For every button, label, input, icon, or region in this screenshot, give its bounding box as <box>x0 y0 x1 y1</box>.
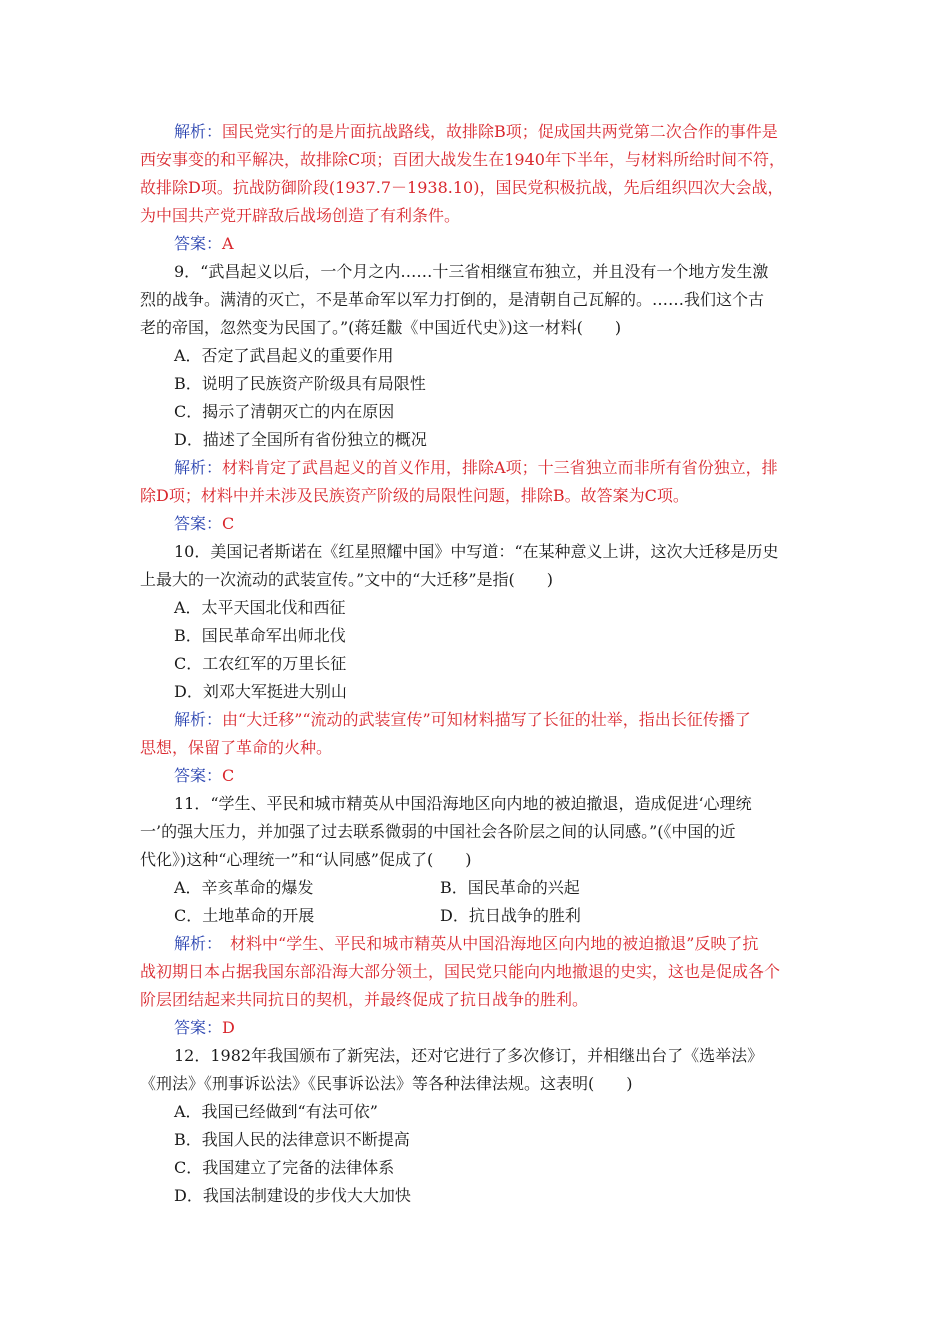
analysis-block <box>140 930 820 1014</box>
analysis-label: 解析： <box>174 934 215 953</box>
analysis-text: 由“大迁移”“流动的武装宣传”可知材料描写了长征的壮举，指出长征传播了 <box>222 710 751 729</box>
option-c: C．我国建立了完备的法律体系 <box>174 1158 395 1177</box>
analysis-text: 故排除D项。抗战防御阶段(1937.7－1938.10)，国民党积极抗战，先后组织四次大会战， <box>140 178 784 197</box>
analysis-text: 国民党实行的是片面抗战路线，故排除B项；促成国共两党第二次合作的事件是 <box>222 122 778 141</box>
answer-label: 答案： <box>174 1018 223 1037</box>
answer-block <box>140 1014 820 1042</box>
analysis-label: 解析： <box>174 458 223 477</box>
analysis-text: 为中国共产党开辟敌后战场创造了有利条件。 <box>140 206 461 225</box>
question-text: 代化》)这种“心理统一”和“认同感”促成了( ) <box>140 850 472 869</box>
option-b: B．说明了民族资产阶级具有局限性 <box>174 374 426 393</box>
analysis-block <box>140 454 820 510</box>
question-9 <box>140 258 820 454</box>
option-b: B．国民革命的兴起 <box>440 878 580 897</box>
analysis-text: 材料中“学生、平民和城市精英从中国沿海地区向内地的被迫撤退”反映了抗 <box>214 934 759 953</box>
analysis-text: 阶层团结起来共同抗日的契机，并最终促成了抗日战争的胜利。 <box>140 990 589 1009</box>
option-a: A．否定了武昌起义的重要作用 <box>174 346 394 365</box>
question-text: 老的帝国，忽然变为民国了。”(蒋廷黻《中国近代史》)这一材料( ) <box>140 318 622 337</box>
question-text: 11．“学生、平民和城市精英从中国沿海地区向内地的被迫撤退，造成促进‘心理统 <box>174 794 752 813</box>
analysis-text: 思想，保留了革命的火种。 <box>140 738 333 757</box>
analysis-text: 西安事变的和平解决，故排除C项；百团大战发生在1940年下半年，与材料所给时间不符， <box>140 150 785 169</box>
answer-value: A <box>222 234 234 253</box>
question-text: 10．美国记者斯诺在《红星照耀中国》中写道：“在某种意义上讲，这次大迁移是历史 <box>174 542 779 561</box>
option-d: D．抗日战争的胜利 <box>440 906 581 925</box>
option-row <box>140 874 820 902</box>
analysis-label: 解析： <box>174 710 223 729</box>
answer-block <box>140 762 820 790</box>
analysis-text: 除D项；材料中并未涉及民族资产阶级的局限性问题，排除B。故答案为C项。 <box>140 486 689 505</box>
option-d: D．我国法制建设的步伐大大加快 <box>174 1186 411 1205</box>
answer-value: C <box>222 514 235 533</box>
analysis-block <box>140 706 820 762</box>
question-text: 12．1982年我国颁布了新宪法，还对它进行了多次修订，并相继出台了《选举法》 <box>174 1046 764 1065</box>
option-d: D．描述了全国所有省份独立的概况 <box>174 430 427 449</box>
question-text: 上最大的一次流动的武装宣传。”文中的“大迁移”是指( ) <box>140 570 554 589</box>
option-b: B．我国人民的法律意识不断提高 <box>174 1130 410 1149</box>
answer-label: 答案： <box>174 766 223 785</box>
analysis-block <box>140 118 820 230</box>
answer-value: C <box>222 766 235 785</box>
answer-value: D <box>222 1018 235 1037</box>
analysis-label: 解析： <box>174 122 223 141</box>
question-11 <box>140 790 820 930</box>
answer-label: 答案： <box>174 514 223 533</box>
option-a: A．辛亥革命的爆发 <box>174 878 314 897</box>
question-text: 9．“武昌起义以后，一个月之内……十三省相继宣布独立，并且没有一个地方发生激 <box>174 262 769 281</box>
answer-block <box>140 510 820 538</box>
option-d: D．刘邓大军挺进大别山 <box>174 682 347 701</box>
option-a: A．太平天国北伐和西征 <box>174 598 346 617</box>
option-c: C．工农红军的万里长征 <box>174 654 347 673</box>
option-b: B．国民革命军出师北伐 <box>174 626 346 645</box>
answer-label: 答案： <box>174 234 223 253</box>
question-12 <box>140 1042 820 1210</box>
question-text: 一’的强大压力，并加强了过去联系微弱的中国社会各阶层之间的认同感。”(《中国的近 <box>140 822 736 841</box>
option-row <box>140 902 820 930</box>
question-text: 烈的战争。满清的灭亡，不是革命军以军力打倒的，是清朝自己瓦解的。……我们这个古 <box>140 290 765 309</box>
analysis-text: 战初期日本占据我国东部沿海大部分领土，国民党只能向内地撤退的史实，这也是促成各个 <box>140 962 781 981</box>
question-10 <box>140 538 820 706</box>
option-c: C．揭示了清朝灭亡的内在原因 <box>174 402 395 421</box>
analysis-text: 材料肯定了武昌起义的首义作用，排除A项；十三省独立而非所有省份独立，排 <box>222 458 778 477</box>
question-text: 《刑法》《刑事诉讼法》《民事诉讼法》等各种法律法规。这表明( ) <box>140 1074 633 1093</box>
option-a: A．我国已经做到“有法可依” <box>174 1102 378 1121</box>
answer-block <box>140 230 820 258</box>
option-c: C．土地革命的开展 <box>174 906 315 925</box>
